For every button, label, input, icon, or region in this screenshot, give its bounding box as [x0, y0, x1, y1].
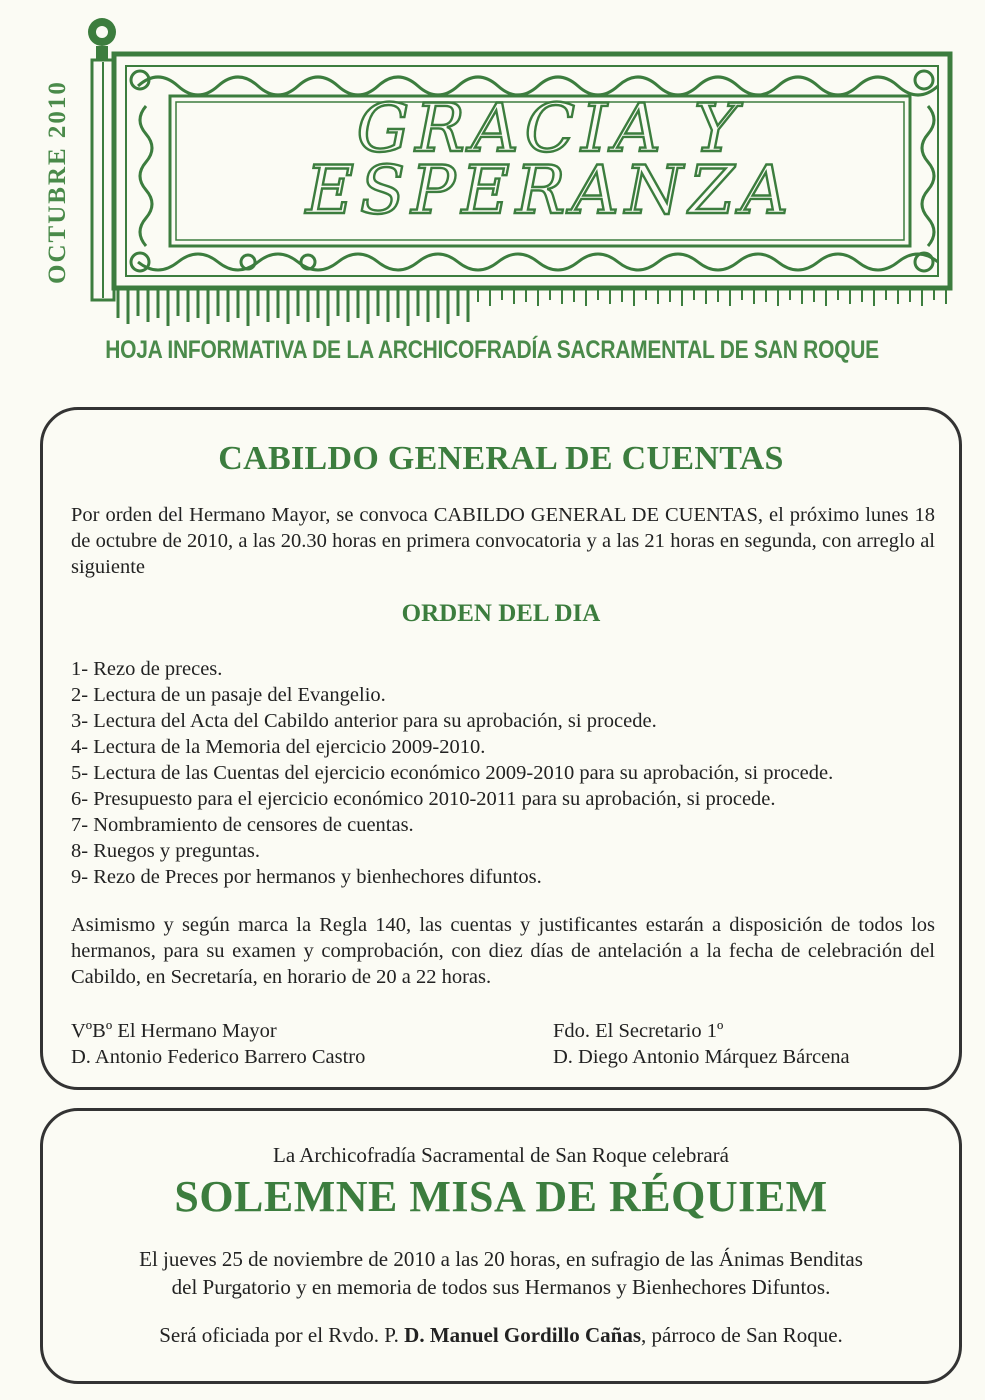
oficiada-name: D. Manuel Gordillo Cañas	[404, 1323, 642, 1347]
signature-name: D. Antonio Federico Barrero Castro	[71, 1046, 366, 1068]
misa-title: SOLEMNE MISA DE RÉQUIEM	[174, 1172, 828, 1221]
cabildo-intro: Por orden del Hermano Mayor, se convoca CABILDO GENERAL DE CUENTAS, el próximo lunes 18 de octubre de 2010, a las 20.30 horas en primera convocatoria y a las 21 horas en segunda, con arreglo al siguiente	[71, 504, 935, 578]
misa-announce: La Archicofradía Sacramental de San Roque celebrará	[273, 1143, 729, 1167]
misa-details	[63, 1245, 939, 1301]
misa-details-line-2: del Purgatorio y en memoria de todos sus Hermanos y Bienhechores Difuntos.	[171, 1275, 831, 1299]
signature-hermano-mayor	[71, 1018, 365, 1070]
oficiada-prefix: Será oficiada por el Rvdo. P.	[159, 1323, 399, 1347]
agenda-item: 4- Lectura de la Memoria del ejercicio 2009-2010.	[71, 736, 486, 758]
agenda-item: 1- Rezo de preces.	[71, 658, 223, 680]
misa-details-line-1: El jueves 25 de noviembre de 2010 a las 20 horas, en sufragio de las Ánimas Benditas	[139, 1247, 863, 1271]
agenda-list	[71, 656, 941, 890]
signature-secretario	[553, 1018, 850, 1070]
agenda-item: 7- Nombramiento de censores de cuentas.	[71, 814, 414, 836]
signature-role: VºBº El Hermano Mayor	[71, 1020, 277, 1042]
agenda-item: 2- Lectura de un pasaje del Evangelio.	[71, 684, 386, 706]
signature-role: Fdo. El Secretario 1º	[553, 1020, 724, 1042]
agenda-item: 6- Presupuesto para el ejercicio económico 2010-2011 para su aprobación, si procede.	[71, 788, 776, 810]
agenda-item: 8- Ruegos y preguntas.	[71, 840, 261, 862]
misa-box	[40, 1108, 962, 1384]
agenda-item: 5- Lectura de las Cuentas del ejercicio económico 2009-2010 para su aprobación, si procede.	[71, 762, 834, 784]
banner-ornament	[78, 10, 958, 330]
oficiada-suffix: , párroco de San Roque.	[641, 1323, 843, 1347]
agenda-item: 9- Rezo de Preces por hermanos y bienhechores difuntos.	[71, 866, 542, 888]
misa-oficiada	[43, 1323, 959, 1348]
cabildo-title: CABILDO GENERAL DE CUENTAS	[218, 440, 784, 477]
masthead-line-1: GRACIA Y	[356, 90, 744, 167]
orden-del-dia-title: ORDEN DEL DIA	[401, 600, 601, 627]
asimismo-paragraph: Asimismo y según marca la Regla 140, las cuentas y justificantes estarán a disposición de todos los hermanos, para su examen y comprobación, con diez días de antelación a la fecha de celebración del Cabildo, en Secretaría, en horario de 20 a 22 horas.	[71, 914, 935, 988]
issue-date-text: OCTUBRE 2010	[44, 80, 71, 284]
signature-name: D. Diego Antonio Márquez Bárcena	[553, 1046, 850, 1068]
agenda-item: 3- Lectura del Acta del Cabildo anterior para su aprobación, si procede.	[71, 710, 657, 732]
cabildo-box	[40, 407, 962, 1090]
masthead-line-2: ESPERANZA	[305, 152, 795, 229]
publication-subtitle: HOJA INFORMATIVA DE LA ARCHICOFRADÍA SACRAMENTAL DE SAN ROQUE	[105, 336, 879, 364]
